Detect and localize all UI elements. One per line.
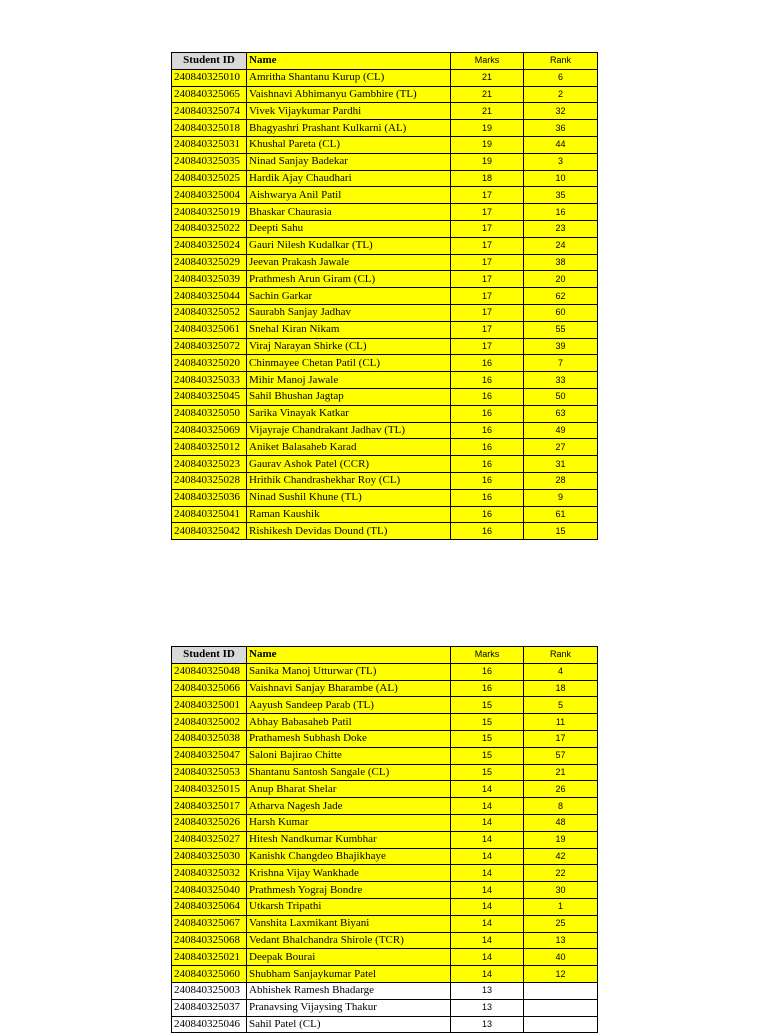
- student-id-cell: 240840325020: [172, 355, 247, 372]
- student-id-cell: 240840325050: [172, 405, 247, 422]
- marks-cell: 13: [451, 1016, 524, 1033]
- table-row: [172, 663, 598, 680]
- name-cell: Ninad Sanjay Badekar: [247, 153, 451, 170]
- table-row: [172, 120, 598, 137]
- name-cell: Hitesh Nandkumar Kumbhar: [247, 831, 451, 848]
- table-row: [172, 506, 598, 523]
- rank-cell: 42: [524, 848, 598, 865]
- rank-cell: 10: [524, 170, 598, 187]
- marks-cell: 16: [451, 472, 524, 489]
- student-id-cell: 240840325030: [172, 848, 247, 865]
- student-id-cell: 240840325022: [172, 220, 247, 237]
- student-id-cell: 240840325033: [172, 372, 247, 389]
- name-cell: Viraj Narayan Shirke (CL): [247, 338, 451, 355]
- table-row: [172, 747, 598, 764]
- table-row: [172, 999, 598, 1016]
- marks-cell: 16: [451, 388, 524, 405]
- marks-cell: 15: [451, 714, 524, 731]
- student-id-cell: 240840325061: [172, 321, 247, 338]
- table-row: [172, 697, 598, 714]
- rank-cell: 33: [524, 372, 598, 389]
- name-cell: Aniket Balasaheb Karad: [247, 439, 451, 456]
- student-id-cell: 240840325072: [172, 338, 247, 355]
- marks-cell: 17: [451, 304, 524, 321]
- table-row: [172, 220, 598, 237]
- rank-header: Rank: [524, 53, 598, 70]
- student-id-cell: 240840325045: [172, 388, 247, 405]
- student-id-cell: 240840325027: [172, 831, 247, 848]
- table-row: [172, 422, 598, 439]
- table-row: [172, 798, 598, 815]
- student-id-cell: 240840325031: [172, 136, 247, 153]
- rank-cell: 48: [524, 814, 598, 831]
- name-cell: Saloni Bajirao Chitte: [247, 747, 451, 764]
- marks-cell: 14: [451, 781, 524, 798]
- student-id-cell: 240840325002: [172, 714, 247, 731]
- rank-cell: 40: [524, 949, 598, 966]
- marks-table-1: [171, 52, 598, 540]
- marks-cell: 17: [451, 321, 524, 338]
- marks-cell: 18: [451, 170, 524, 187]
- student-id-cell: 240840325025: [172, 170, 247, 187]
- rank-cell: 21: [524, 764, 598, 781]
- table-row: [172, 136, 598, 153]
- student-id-cell: 240840325060: [172, 966, 247, 983]
- student-id-cell: 240840325021: [172, 949, 247, 966]
- marks-cell: 17: [451, 237, 524, 254]
- name-cell: Vaishnavi Abhimanyu Gambhire (TL): [247, 86, 451, 103]
- table-row: [172, 153, 598, 170]
- rank-cell: 44: [524, 136, 598, 153]
- rank-cell: 62: [524, 288, 598, 305]
- table-row: [172, 489, 598, 506]
- marks-cell: 17: [451, 204, 524, 221]
- rank-cell: 31: [524, 456, 598, 473]
- marks-cell: 14: [451, 966, 524, 983]
- name-cell: Sarika Vinayak Katkar: [247, 405, 451, 422]
- student-id-cell: 240840325023: [172, 456, 247, 473]
- marks-cell: 16: [451, 506, 524, 523]
- table-row: [172, 338, 598, 355]
- name-cell: Sahil Bhushan Jagtap: [247, 388, 451, 405]
- student-id-cell: 240840325019: [172, 204, 247, 221]
- student-id-header: Student ID: [172, 647, 247, 664]
- marks-cell: 15: [451, 764, 524, 781]
- name-cell: Shubham Sanjaykumar Patel: [247, 966, 451, 983]
- student-id-cell: 240840325036: [172, 489, 247, 506]
- table-row: [172, 472, 598, 489]
- marks-cell: 14: [451, 848, 524, 865]
- student-id-cell: 240840325066: [172, 680, 247, 697]
- table-row: [172, 405, 598, 422]
- name-cell: Kanishk Changdeo Bhajikhaye: [247, 848, 451, 865]
- student-id-cell: 240840325038: [172, 730, 247, 747]
- rank-cell: 16: [524, 204, 598, 221]
- marks-cell: 14: [451, 831, 524, 848]
- table-row: [172, 372, 598, 389]
- table-row: [172, 321, 598, 338]
- student-id-cell: 240840325010: [172, 69, 247, 86]
- rank-cell: 63: [524, 405, 598, 422]
- name-cell: Bhagyashri Prashant Kulkarni (AL): [247, 120, 451, 137]
- name-cell: Krishna Vijay Wankhade: [247, 865, 451, 882]
- student-id-cell: 240840325001: [172, 697, 247, 714]
- table-row: [172, 187, 598, 204]
- marks-cell: 14: [451, 915, 524, 932]
- name-cell: Deepti Sahu: [247, 220, 451, 237]
- table-row: [172, 932, 598, 949]
- marks-cell: 21: [451, 69, 524, 86]
- student-id-cell: 240840325074: [172, 103, 247, 120]
- student-id-cell: 240840325040: [172, 882, 247, 899]
- marks-cell: 14: [451, 949, 524, 966]
- student-id-cell: 240840325035: [172, 153, 247, 170]
- student-id-cell: 240840325046: [172, 1016, 247, 1033]
- table-row: [172, 204, 598, 221]
- student-id-cell: 240840325069: [172, 422, 247, 439]
- marks-cell: 21: [451, 86, 524, 103]
- rank-cell: 49: [524, 422, 598, 439]
- rank-cell: 57: [524, 747, 598, 764]
- rank-cell: 38: [524, 254, 598, 271]
- student-id-cell: 240840325042: [172, 523, 247, 540]
- table-row: [172, 456, 598, 473]
- marks-cell: 14: [451, 882, 524, 899]
- marks-cell: 15: [451, 747, 524, 764]
- rank-cell: 32: [524, 103, 598, 120]
- marks-cell: 17: [451, 187, 524, 204]
- student-id-cell: 240840325012: [172, 439, 247, 456]
- rank-cell: 13: [524, 932, 598, 949]
- rank-cell: 12: [524, 966, 598, 983]
- rank-cell: 6: [524, 69, 598, 86]
- marks-cell: 16: [451, 372, 524, 389]
- rank-cell: 24: [524, 237, 598, 254]
- marks-cell: 16: [451, 439, 524, 456]
- marks-cell: 17: [451, 271, 524, 288]
- name-cell: Gaurav Ashok Patel (CCR): [247, 456, 451, 473]
- rank-cell: 55: [524, 321, 598, 338]
- rank-cell: 2: [524, 86, 598, 103]
- rank-cell: 26: [524, 781, 598, 798]
- rank-cell: 60: [524, 304, 598, 321]
- name-cell: Snehal Kiran Nikam: [247, 321, 451, 338]
- rank-cell: 23: [524, 220, 598, 237]
- name-cell: Sahil Patel (CL): [247, 1016, 451, 1033]
- name-cell: Anup Bharat Shelar: [247, 781, 451, 798]
- marks-header: Marks: [451, 647, 524, 664]
- table-row: [172, 388, 598, 405]
- marks-header: Marks: [451, 53, 524, 70]
- student-id-cell: 240840325003: [172, 982, 247, 999]
- marks-table-2: [171, 646, 598, 1033]
- name-cell: Khushal Pareta (CL): [247, 136, 451, 153]
- student-id-cell: 240840325067: [172, 915, 247, 932]
- table-row: [172, 103, 598, 120]
- table-row: [172, 831, 598, 848]
- name-cell: Utkarsh Tripathi: [247, 898, 451, 915]
- rank-cell: 15: [524, 523, 598, 540]
- table-row: [172, 949, 598, 966]
- name-cell: Harsh Kumar: [247, 814, 451, 831]
- student-id-cell: 240840325032: [172, 865, 247, 882]
- header-row: [172, 53, 598, 70]
- rank-cell: 9: [524, 489, 598, 506]
- rank-cell: 17: [524, 730, 598, 747]
- marks-cell: 16: [451, 456, 524, 473]
- student-id-cell: 240840325004: [172, 187, 247, 204]
- rank-cell: 22: [524, 865, 598, 882]
- rank-cell: 4: [524, 663, 598, 680]
- table-row: [172, 1016, 598, 1033]
- name-cell: Bhaskar Chaurasia: [247, 204, 451, 221]
- student-id-cell: 240840325015: [172, 781, 247, 798]
- student-id-cell: 240840325048: [172, 663, 247, 680]
- student-id-cell: 240840325037: [172, 999, 247, 1016]
- rank-cell: 20: [524, 271, 598, 288]
- table-row: [172, 237, 598, 254]
- table-body: [172, 663, 598, 1033]
- rank-header: Rank: [524, 647, 598, 664]
- student-id-cell: 240840325065: [172, 86, 247, 103]
- header-row: [172, 647, 598, 664]
- marks-cell: 15: [451, 697, 524, 714]
- name-cell: Abhishek Ramesh Bhadarge: [247, 982, 451, 999]
- name-cell: Abhay Babasaheb Patil: [247, 714, 451, 731]
- rank-cell: 39: [524, 338, 598, 355]
- rank-cell: 19: [524, 831, 598, 848]
- marks-cell: 14: [451, 814, 524, 831]
- table-row: [172, 966, 598, 983]
- rank-cell: 36: [524, 120, 598, 137]
- name-cell: Hrithik Chandrashekhar Roy (CL): [247, 472, 451, 489]
- name-cell: Sanika Manoj Utturwar (TL): [247, 663, 451, 680]
- table-row: [172, 898, 598, 915]
- table-row: [172, 764, 598, 781]
- student-id-cell: 240840325047: [172, 747, 247, 764]
- marks-cell: 16: [451, 523, 524, 540]
- table-row: [172, 523, 598, 540]
- name-cell: Shantanu Santosh Sangale (CL): [247, 764, 451, 781]
- student-id-cell: 240840325041: [172, 506, 247, 523]
- name-cell: Vivek Vijaykumar Pardhi: [247, 103, 451, 120]
- table-row: [172, 982, 598, 999]
- name-cell: Prathmesh Arun Giram (CL): [247, 271, 451, 288]
- rank-cell: 27: [524, 439, 598, 456]
- marks-cell: 19: [451, 153, 524, 170]
- table-row: [172, 271, 598, 288]
- marks-cell: 16: [451, 422, 524, 439]
- table-row: [172, 355, 598, 372]
- student-id-cell: 240840325052: [172, 304, 247, 321]
- table-row: [172, 781, 598, 798]
- name-cell: Rishikesh Devidas Dound (TL): [247, 523, 451, 540]
- name-cell: Pranavsing Vijaysing Thakur: [247, 999, 451, 1016]
- table-row: [172, 714, 598, 731]
- table-row: [172, 288, 598, 305]
- name-cell: Vanshita Laxmikant Biyani: [247, 915, 451, 932]
- name-cell: Sachin Garkar: [247, 288, 451, 305]
- student-id-cell: 240840325018: [172, 120, 247, 137]
- name-header: Name: [247, 53, 451, 70]
- student-id-cell: 240840325024: [172, 237, 247, 254]
- marks-cell: 14: [451, 932, 524, 949]
- rank-cell: 61: [524, 506, 598, 523]
- marks-cell: 13: [451, 999, 524, 1016]
- table-row: [172, 254, 598, 271]
- table-row: [172, 865, 598, 882]
- name-cell: Aishwarya Anil Patil: [247, 187, 451, 204]
- marks-cell: 16: [451, 663, 524, 680]
- name-cell: Hardik Ajay Chaudhari: [247, 170, 451, 187]
- table-row: [172, 86, 598, 103]
- marks-cell: 16: [451, 355, 524, 372]
- rank-cell: 8: [524, 798, 598, 815]
- name-cell: Vijayraje Chandrakant Jadhav (TL): [247, 422, 451, 439]
- name-cell: Prathamesh Subhash Doke: [247, 730, 451, 747]
- marks-cell: 14: [451, 865, 524, 882]
- table-row: [172, 304, 598, 321]
- table-row: [172, 680, 598, 697]
- table-row: [172, 848, 598, 865]
- student-id-cell: 240840325029: [172, 254, 247, 271]
- table-body: [172, 69, 598, 539]
- name-cell: Mihir Manoj Jawale: [247, 372, 451, 389]
- marks-cell: 19: [451, 120, 524, 137]
- name-cell: Chinmayee Chetan Patil (CL): [247, 355, 451, 372]
- rank-cell: 3: [524, 153, 598, 170]
- name-cell: Atharva Nagesh Jade: [247, 798, 451, 815]
- student-id-cell: 240840325017: [172, 798, 247, 815]
- name-cell: Ninad Sushil Khune (TL): [247, 489, 451, 506]
- rank-cell: [524, 999, 598, 1016]
- rank-cell: 35: [524, 187, 598, 204]
- marks-cell: 17: [451, 288, 524, 305]
- name-cell: Aayush Sandeep Parab (TL): [247, 697, 451, 714]
- marks-cell: 16: [451, 680, 524, 697]
- marks-cell: 13: [451, 982, 524, 999]
- rank-cell: 5: [524, 697, 598, 714]
- student-id-header: Student ID: [172, 53, 247, 70]
- table-row: [172, 882, 598, 899]
- marks-cell: 17: [451, 220, 524, 237]
- rank-cell: 50: [524, 388, 598, 405]
- rank-cell: 7: [524, 355, 598, 372]
- rank-cell: 28: [524, 472, 598, 489]
- name-cell: Vaishnavi Sanjay Bharambe (AL): [247, 680, 451, 697]
- name-cell: Raman Kaushik: [247, 506, 451, 523]
- table-row: [172, 814, 598, 831]
- marks-cell: 17: [451, 254, 524, 271]
- table-row: [172, 439, 598, 456]
- marks-cell: 17: [451, 338, 524, 355]
- student-id-cell: 240840325053: [172, 764, 247, 781]
- table-row: [172, 69, 598, 86]
- rank-cell: [524, 1016, 598, 1033]
- marks-cell: 19: [451, 136, 524, 153]
- rank-cell: 1: [524, 898, 598, 915]
- rank-cell: 18: [524, 680, 598, 697]
- name-header: Name: [247, 647, 451, 664]
- name-cell: Saurabh Sanjay Jadhav: [247, 304, 451, 321]
- name-cell: Prathmesh Yograj Bondre: [247, 882, 451, 899]
- rank-cell: 11: [524, 714, 598, 731]
- student-id-cell: 240840325068: [172, 932, 247, 949]
- rank-cell: 30: [524, 882, 598, 899]
- rank-cell: 25: [524, 915, 598, 932]
- student-id-cell: 240840325039: [172, 271, 247, 288]
- student-id-cell: 240840325044: [172, 288, 247, 305]
- student-id-cell: 240840325028: [172, 472, 247, 489]
- name-cell: Gauri Nilesh Kudalkar (TL): [247, 237, 451, 254]
- marks-cell: 14: [451, 798, 524, 815]
- name-cell: Vedant Bhalchandra Shirole (TCR): [247, 932, 451, 949]
- name-cell: Deepak Bourai: [247, 949, 451, 966]
- marks-cell: 16: [451, 405, 524, 422]
- name-cell: Amritha Shantanu Kurup (CL): [247, 69, 451, 86]
- marks-cell: 21: [451, 103, 524, 120]
- marks-cell: 14: [451, 898, 524, 915]
- marks-cell: 15: [451, 730, 524, 747]
- name-cell: Jeevan Prakash Jawale: [247, 254, 451, 271]
- rank-cell: [524, 982, 598, 999]
- marks-cell: 16: [451, 489, 524, 506]
- table-row: [172, 170, 598, 187]
- student-id-cell: 240840325064: [172, 898, 247, 915]
- student-id-cell: 240840325026: [172, 814, 247, 831]
- table-row: [172, 915, 598, 932]
- table-row: [172, 730, 598, 747]
